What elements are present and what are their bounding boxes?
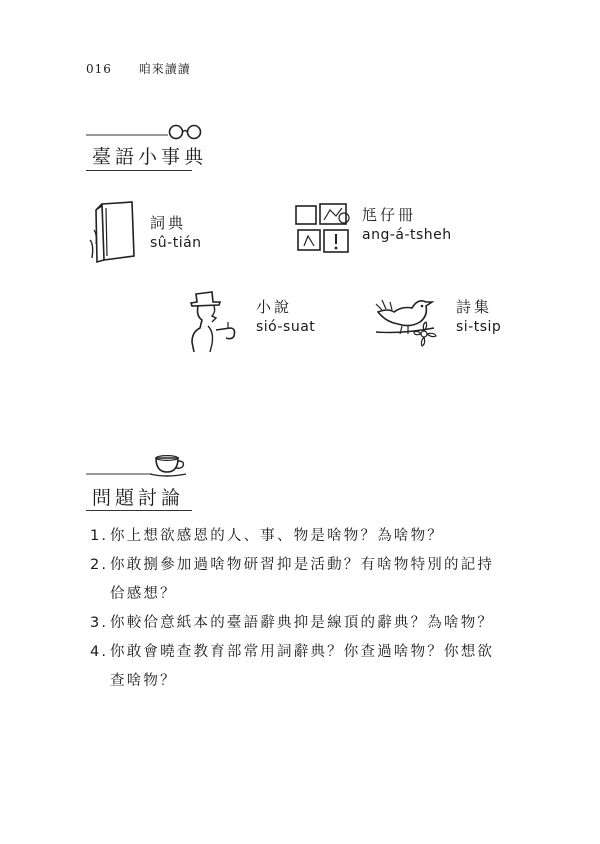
question-text: 你敢會曉查教育部常用詞辭典？你查過啥物？你想欲查啥物？ xyxy=(110,644,495,689)
entry-romanization: si-tsip xyxy=(456,319,502,335)
running-header xyxy=(86,60,191,77)
entry-hanji: 小說 xyxy=(256,298,293,316)
discussion-question xyxy=(90,522,510,551)
question-text: 你敢捌參加過啥物研習抑是活動？有啥物特別的記持佮感想？ xyxy=(110,557,495,602)
discussion-section-title: 問題討論 xyxy=(92,487,185,509)
discussion-title-underline xyxy=(86,510,192,511)
question-number: 3. xyxy=(90,615,109,631)
entry-romanization: sió-suat xyxy=(256,319,316,335)
discussion-question xyxy=(90,638,510,696)
question-number: 2. xyxy=(90,557,109,573)
teacup-icon xyxy=(86,448,196,478)
comic-panels-icon xyxy=(294,202,354,256)
question-number: 1. xyxy=(90,528,109,544)
entry-hanji: 詞典 xyxy=(150,214,187,232)
discussion-question xyxy=(90,609,510,638)
page-number: 016 xyxy=(86,62,112,76)
entry-romanization: sû-tián xyxy=(150,235,202,251)
discussion-question-list xyxy=(90,522,510,696)
entry-romanization: ang-á-tsheh xyxy=(362,227,452,243)
discussion-question xyxy=(90,551,510,609)
bird-flower-icon xyxy=(372,288,444,350)
entry-su-tian xyxy=(150,212,202,251)
entry-hanji: 詩集 xyxy=(456,298,493,316)
entry-ang-a-tsheh xyxy=(362,204,452,243)
entry-si-tsip xyxy=(456,296,501,335)
book-icon xyxy=(88,200,140,264)
entry-sio-suat xyxy=(256,296,315,335)
detective-icon xyxy=(186,288,246,354)
question-text: 你上想欲感恩的人、事、物是啥物？為啥物？ xyxy=(110,528,444,544)
dictionary-section-title: 臺語小事典 xyxy=(92,146,208,168)
question-text: 你較佮意紙本的臺語辭典抑是線頂的辭典？為啥物？ xyxy=(110,615,495,631)
running-title: 咱來讀讀 xyxy=(138,62,191,76)
entry-hanji: 尪仔冊 xyxy=(362,206,417,224)
question-number: 4. xyxy=(90,644,109,660)
dictionary-title-underline xyxy=(86,170,192,171)
